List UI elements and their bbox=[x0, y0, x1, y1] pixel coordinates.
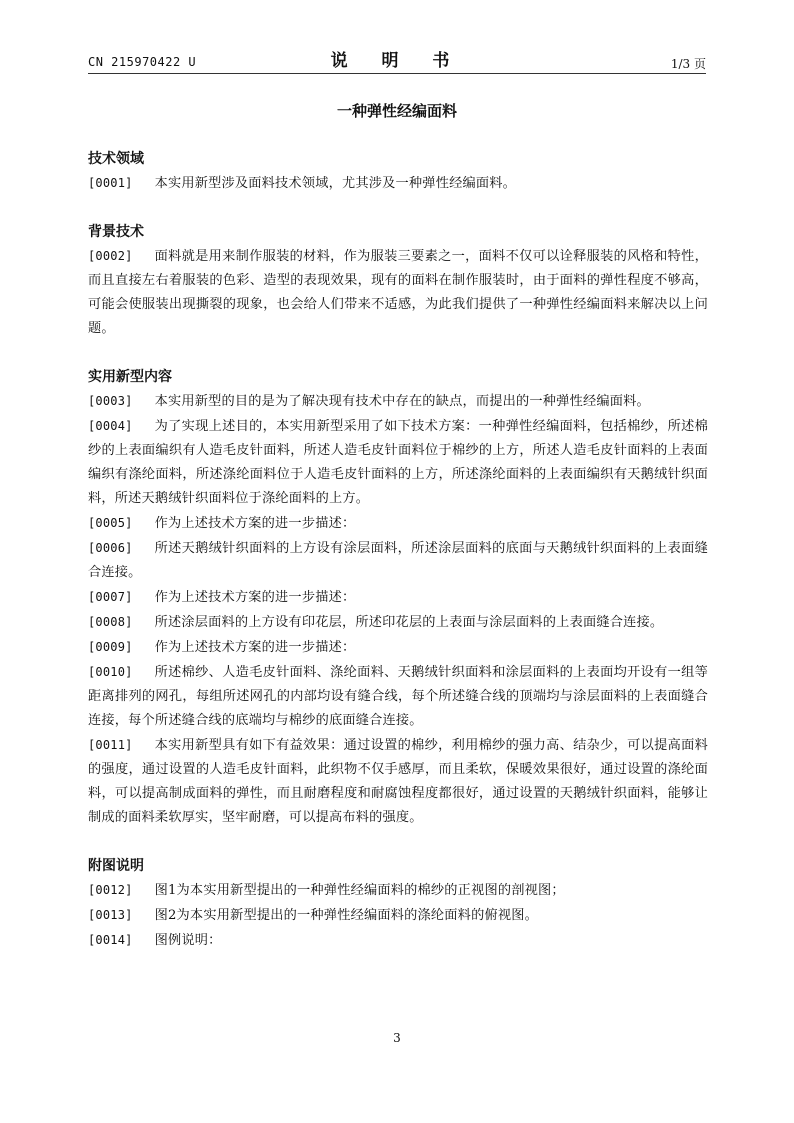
paragraph bbox=[88, 928, 708, 953]
section-heading: 背景技术 bbox=[88, 224, 144, 240]
paragraph-number: [0001] bbox=[88, 176, 133, 190]
paragraph-text: 所述棉纱、人造毛皮针面料、涤纶面料、天鹅绒针织面料和涂层面料的上表面均开设有一组等距离排列的网孔，每组所述网孔的内部均设有缝合线，每个所述缝合线的顶端均与涂层面料的上表面缝合连接，每个所述缝合线的底端均与棉纱的底面缝合连接。 bbox=[88, 665, 708, 728]
paragraph bbox=[88, 635, 708, 660]
paragraph bbox=[88, 660, 708, 733]
section-heading: 附图说明 bbox=[88, 858, 144, 874]
paragraph bbox=[88, 903, 708, 928]
page-number: 3 bbox=[393, 1031, 401, 1045]
page-indicator: 1/3 页 bbox=[670, 57, 706, 71]
paragraph bbox=[88, 511, 708, 536]
paragraph-text: 作为上述技术方案的进一步描述： bbox=[154, 516, 356, 531]
paragraph bbox=[88, 536, 708, 585]
header-divider bbox=[88, 73, 706, 74]
paragraph bbox=[88, 414, 708, 511]
section-technical-field bbox=[88, 147, 708, 196]
paragraph-text: 作为上述技术方案的进一步描述： bbox=[154, 640, 356, 655]
section-background bbox=[88, 220, 708, 341]
paragraph-text: 为了实现上述目的，本实用新型采用了如下技术方案：一种弹性经编面料，包括棉纱，所述棉纱的上表面编织有人造毛皮针面料，所述人造毛皮针面料位于棉纱的上方，所述人造毛皮针面料的上表面编织有涤纶面料，所述涤纶面料位于人造毛皮针面料的上方，所述涤纶面料的上表面编织有天鹅绒针织面料，所述天鹅绒针织面料位于涤纶面料的上方。 bbox=[88, 419, 708, 506]
paragraph-number: [0012] bbox=[88, 883, 133, 897]
document-type: 说 明 书 bbox=[330, 51, 464, 71]
paragraph bbox=[88, 610, 708, 635]
paragraph bbox=[88, 171, 708, 196]
document-title: 一种弹性经编面料 bbox=[336, 102, 457, 120]
paragraph-text: 面料就是用来制作服装的材料，作为服装三要素之一，面料不仅可以诠释服装的风格和特性，而且直接左右着服装的色彩、造型的表现效果，现有的面料在制作服装时，由于面料的弹性程度不够高，可能会使服装出现撕裂的现象，也会给人们带来不适感，为此我们提供了一种弹性经编面料来解决以上问题。 bbox=[88, 249, 708, 336]
paragraph-number: [0004] bbox=[88, 419, 133, 433]
paragraph-number: [0010] bbox=[88, 665, 133, 679]
paragraph-number: [0005] bbox=[88, 516, 133, 530]
publication-number: CN 215970422 U bbox=[88, 55, 197, 69]
paragraph bbox=[88, 389, 708, 414]
paragraph-text: 本实用新型具有如下有益效果：通过设置的棉纱，利用棉纱的强力高、结杂少，可以提高面料的强度，通过设置的人造毛皮针面料，此织物不仅手感厚，而且柔软，保暖效果很好，通过设置的涤纶面料，可以提高制成面料的弹性，而且耐磨程度和耐腐蚀程度都很好，通过设置的天鹅绒针织面料，能够让制成的面料柔软厚实，坚牢耐磨，可以提高布料的强度。 bbox=[88, 738, 708, 825]
paragraph-text: 所述天鹅绒针织面料的上方设有涂层面料，所述涂层面料的底面与天鹅绒针织面料的上表面缝合连接。 bbox=[88, 541, 708, 580]
paragraph-number: [0006] bbox=[88, 541, 133, 555]
paragraph-number: [0011] bbox=[88, 738, 133, 752]
paragraph-text: 图例说明： bbox=[154, 933, 222, 948]
paragraph bbox=[88, 733, 708, 830]
paragraph-text: 本实用新型的目的是为了解决现有技术中存在的缺点，而提出的一种弹性经编面料。 bbox=[154, 394, 650, 409]
paragraph-text: 图1为本实用新型提出的一种弹性经编面料的棉纱的正视图的剖视图； bbox=[154, 883, 565, 898]
paragraph-number: [0007] bbox=[88, 590, 133, 604]
paragraph-number: [0013] bbox=[88, 908, 133, 922]
paragraph-number: [0008] bbox=[88, 615, 133, 629]
document-body bbox=[88, 147, 708, 953]
paragraph-number: [0003] bbox=[88, 394, 133, 408]
paragraph-text: 图2为本实用新型提出的一种弹性经编面料的涤纶面料的俯视图。 bbox=[154, 908, 539, 923]
paragraph bbox=[88, 585, 708, 610]
paragraph-number: [0014] bbox=[88, 933, 133, 947]
paragraph bbox=[88, 244, 708, 341]
paragraph bbox=[88, 878, 708, 903]
section-drawings-description bbox=[88, 854, 708, 953]
paragraph-text: 所述涂层面料的上方设有印花层，所述印花层的上表面与涂层面料的上表面缝合连接。 bbox=[154, 615, 664, 630]
paragraph-text: 本实用新型涉及面料技术领域，尤其涉及一种弹性经编面料。 bbox=[154, 176, 517, 191]
paragraph-number: [0002] bbox=[88, 249, 133, 263]
paragraph-text: 作为上述技术方案的进一步描述： bbox=[154, 590, 356, 605]
section-utility-model-content bbox=[88, 365, 708, 830]
section-heading: 实用新型内容 bbox=[88, 369, 172, 385]
paragraph-number: [0009] bbox=[88, 640, 133, 654]
section-heading: 技术领域 bbox=[88, 151, 144, 167]
